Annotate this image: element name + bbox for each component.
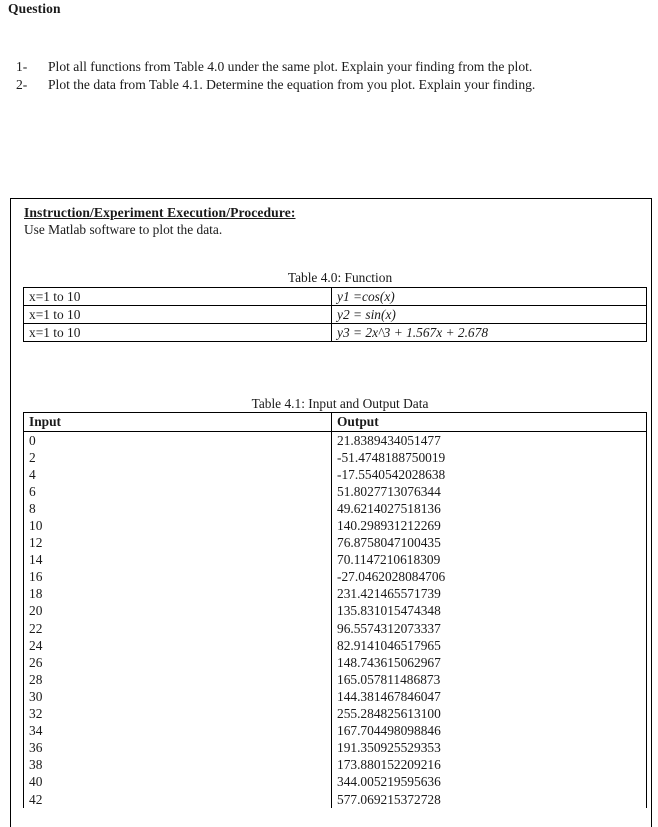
table-row	[24, 306, 647, 324]
question-text: Plot all functions from Table 4.0 under the same plot. Explain your finding from the plot.	[48, 59, 533, 74]
cell-input: 20	[24, 603, 332, 620]
cell-output: 49.6214027518136	[332, 500, 647, 517]
cell-input: 28	[24, 671, 332, 688]
table-row	[24, 654, 647, 671]
cell-output: 173.880152209216	[332, 757, 647, 774]
table-row	[24, 586, 647, 603]
table-row	[24, 535, 647, 552]
cell-input: 42	[24, 791, 332, 808]
column-header-input: Input	[24, 413, 332, 432]
cell-output: 191.350925529353	[332, 740, 647, 757]
cell-output: 144.381467846047	[332, 688, 647, 705]
cell-x-range: x=1 to 10	[24, 288, 332, 306]
cell-output: 96.5574312073337	[332, 620, 647, 637]
table-row	[24, 466, 647, 483]
table-41-head	[24, 413, 647, 432]
cell-output: -27.0462028084706	[332, 569, 647, 586]
table-row	[24, 603, 647, 620]
cell-input: 22	[24, 620, 332, 637]
table-row	[24, 688, 647, 705]
cell-input: 2	[24, 449, 332, 466]
cell-output: 76.8758047100435	[332, 535, 647, 552]
cell-output: 167.704498098846	[332, 723, 647, 740]
table-40-body	[24, 288, 647, 342]
table-41-caption: Table 4.1: Input and Output Data	[251, 396, 429, 411]
table-row	[24, 671, 647, 688]
cell-input: 18	[24, 586, 332, 603]
table-row	[24, 500, 647, 517]
cell-input: 24	[24, 637, 332, 654]
table-row	[24, 774, 647, 791]
cell-output: 148.743615062967	[332, 654, 647, 671]
cell-input: 4	[24, 466, 332, 483]
table-41-body	[24, 432, 647, 809]
cell-output: 577.069215372728	[332, 791, 647, 808]
cell-input: 16	[24, 569, 332, 586]
instruction-title: Instruction/Experiment Execution/Procedure:	[24, 205, 296, 220]
table-row	[24, 740, 647, 757]
question-number: 2-	[16, 76, 28, 92]
question-number: 1-	[16, 59, 28, 74]
page-title: Question	[8, 1, 61, 16]
table-row	[24, 791, 647, 808]
question-item	[16, 76, 646, 94]
cell-x-range: x=1 to 10	[24, 306, 332, 324]
cell-function: y1 =cos(x)	[332, 288, 647, 306]
cell-input: 14	[24, 552, 332, 569]
cell-function: y3 = 2x^3 + 1.567x + 2.678	[332, 324, 647, 342]
table-40	[23, 287, 647, 342]
cell-output: 344.005219595636	[332, 774, 647, 791]
cell-output: -17.5540542028638	[332, 466, 647, 483]
table-row	[24, 432, 647, 450]
cell-input: 38	[24, 757, 332, 774]
cell-output: 51.8027713076344	[332, 483, 647, 500]
cell-input: 8	[24, 500, 332, 517]
cell-input: 26	[24, 654, 332, 671]
table-40-caption: Table 4.0: Function	[287, 270, 393, 285]
cell-input: 36	[24, 740, 332, 757]
cell-input: 40	[24, 774, 332, 791]
question-item	[16, 58, 646, 76]
table-row	[24, 757, 647, 774]
cell-output: 231.421465571739	[332, 586, 647, 603]
table-row	[24, 637, 647, 654]
instruction-subtitle: Use Matlab software to plot the data.	[24, 222, 223, 237]
cell-output: 165.057811486873	[332, 671, 647, 688]
table-row	[24, 288, 647, 306]
cell-input: 12	[24, 535, 332, 552]
cell-output: 82.9141046517965	[332, 637, 647, 654]
table-41	[23, 412, 647, 808]
cell-output: 255.284825613100	[332, 706, 647, 723]
table-row	[24, 723, 647, 740]
cell-input: 10	[24, 517, 332, 534]
table-row	[24, 517, 647, 534]
cell-output: 135.831015474348	[332, 603, 647, 620]
cell-input: 0	[24, 432, 332, 450]
table-row	[24, 620, 647, 637]
cell-function: y2 = sin(x)	[332, 306, 647, 324]
cell-output: 21.8389434051477	[332, 432, 647, 450]
cell-x-range: x=1 to 10	[24, 324, 332, 342]
table-row	[24, 483, 647, 500]
instruction-box	[10, 198, 652, 827]
cell-input: 30	[24, 688, 332, 705]
question-text: Plot the data from Table 4.1. Determine the equation from you plot. Explain your finding.	[48, 76, 536, 92]
table-row	[24, 569, 647, 586]
cell-output: 140.298931212269	[332, 517, 647, 534]
cell-input: 34	[24, 723, 332, 740]
table-row	[24, 706, 647, 723]
table-row	[24, 324, 647, 342]
column-header-output: Output	[332, 413, 647, 432]
table-row	[24, 449, 647, 466]
table-row	[24, 552, 647, 569]
question-list	[16, 58, 646, 93]
cell-output: -51.4748188750019	[332, 449, 647, 466]
cell-input: 6	[24, 483, 332, 500]
cell-output: 70.1147210618309	[332, 552, 647, 569]
cell-input: 32	[24, 706, 332, 723]
table-header-row	[24, 413, 647, 432]
